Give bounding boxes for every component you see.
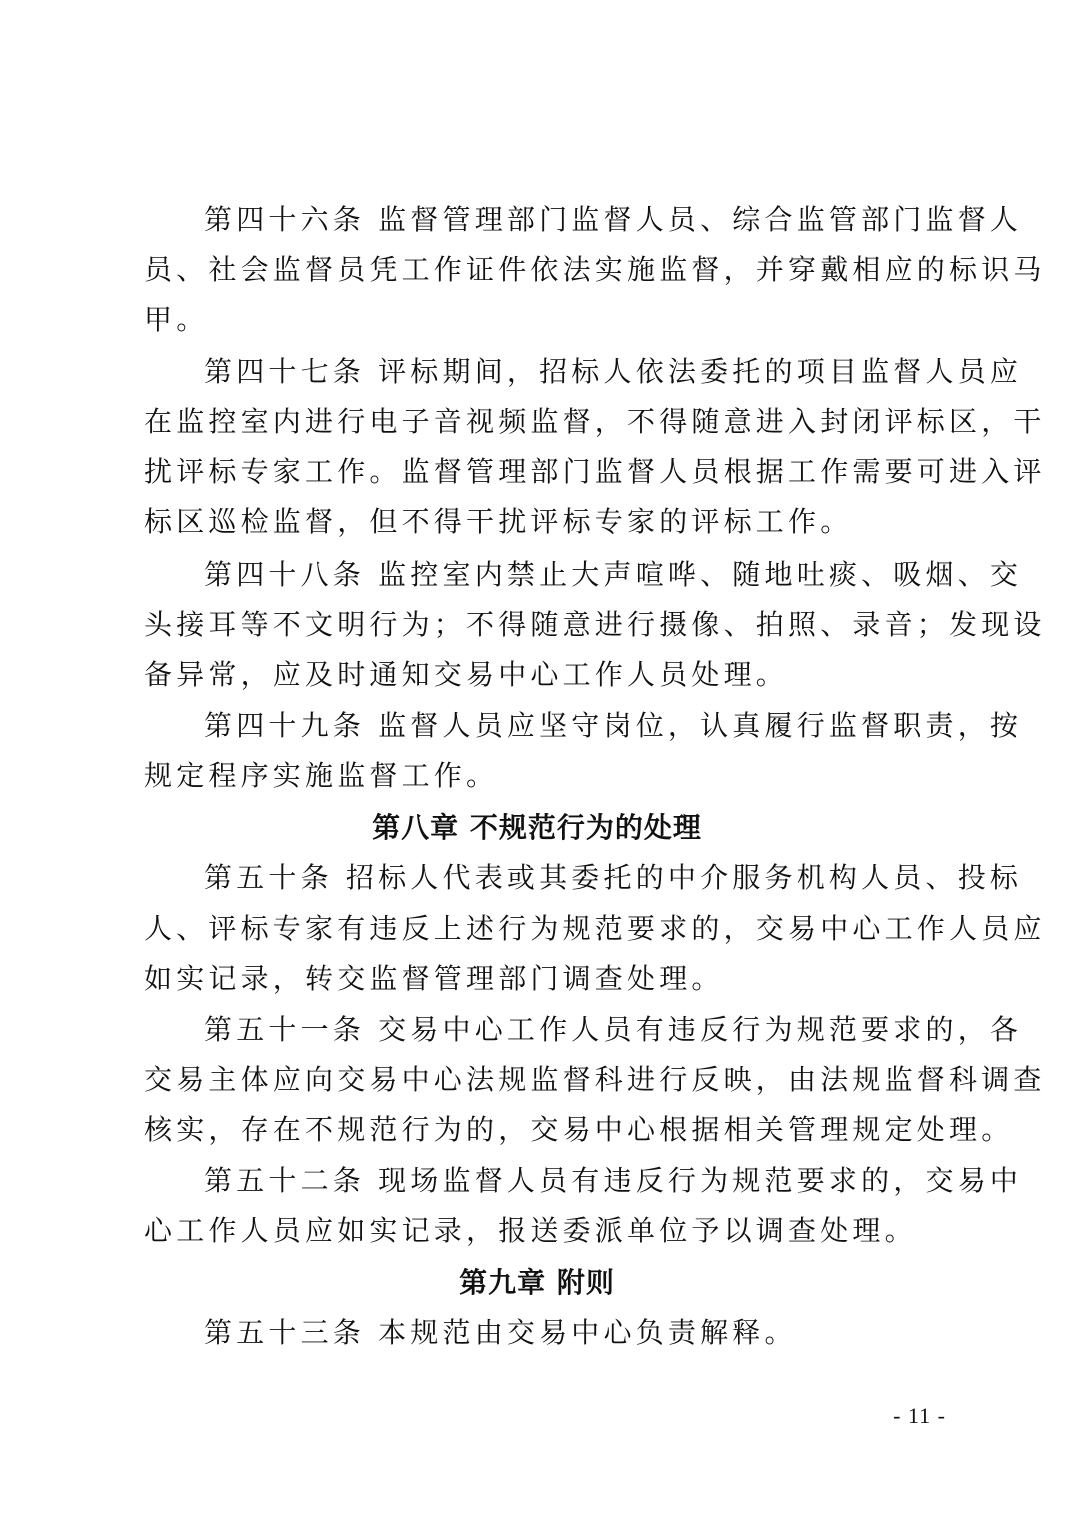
- article-48-line-3: 备异常，应及时通知交易中心工作人员处理。: [144, 658, 789, 691]
- article-47-line-2: 在监控室内进行电子音视频监督，不得随意进入封闭评标区，干: [144, 405, 1046, 438]
- article-50-line-3: 如实记录，转交监督管理部门调查处理。: [144, 962, 724, 995]
- chapter-8-heading: 第八章 不规范行为的处理: [372, 811, 702, 844]
- article-48-line-2: 头接耳等不文明行为；不得随意进行摄像、拍照、录音；发现设: [144, 608, 1046, 641]
- article-49-line-2: 规定程序实施监督工作。: [144, 759, 499, 792]
- article-53-line-1: 第五十三条 本规范由交易中心负责解释。: [204, 1316, 797, 1349]
- article-52-line-1: 第五十二条 现场监督人员有违反行为规范要求的，交易中: [204, 1164, 1023, 1197]
- article-51-line-1: 第五十一条 交易中心工作人员有违反行为规范要求的，各: [204, 1013, 1023, 1046]
- article-48-line-1: 第四十八条 监控室内禁止大声喧哗、随地吐痰、吸烟、交: [204, 558, 1023, 591]
- article-51-line-3: 核实，存在不规范行为的，交易中心根据相关管理规定处理。: [144, 1113, 1014, 1146]
- article-47-line-3: 扰评标专家工作。监督管理部门监督人员根据工作需要可进入评: [144, 455, 1046, 488]
- article-50-line-1: 第五十条 招标人代表或其委托的中介服务机构人员、投标: [204, 861, 1023, 894]
- article-52-line-2: 心工作人员应如实记录，报送委派单位予以调查处理。: [144, 1214, 917, 1247]
- article-51-line-2: 交易主体应向交易中心法规监督科进行反映，由法规监督科调查: [144, 1063, 1046, 1096]
- article-46-line-3: 甲。: [144, 303, 209, 336]
- chapter-9-heading: 第九章 附则: [459, 1266, 615, 1299]
- page-number: - 11 -: [893, 1403, 946, 1428]
- article-50-line-2: 人、评标专家有违反上述行为规范要求的，交易中心工作人员应: [144, 912, 1046, 945]
- article-46-line-1: 第四十六条 监督管理部门监督人员、综合监管部门监督人: [204, 203, 1023, 236]
- article-49-line-1: 第四十九条 监督人员应坚守岗位，认真履行监督职责，按: [204, 709, 1023, 742]
- article-47-line-4: 标区巡检监督，但不得干扰评标专家的评标工作。: [144, 505, 853, 538]
- article-47-line-1: 第四十七条 评标期间，招标人依法委托的项目监督人员应: [204, 355, 1023, 388]
- article-46-line-2: 员、社会监督员凭工作证件依法实施监督，并穿戴相应的标识马: [144, 253, 1046, 286]
